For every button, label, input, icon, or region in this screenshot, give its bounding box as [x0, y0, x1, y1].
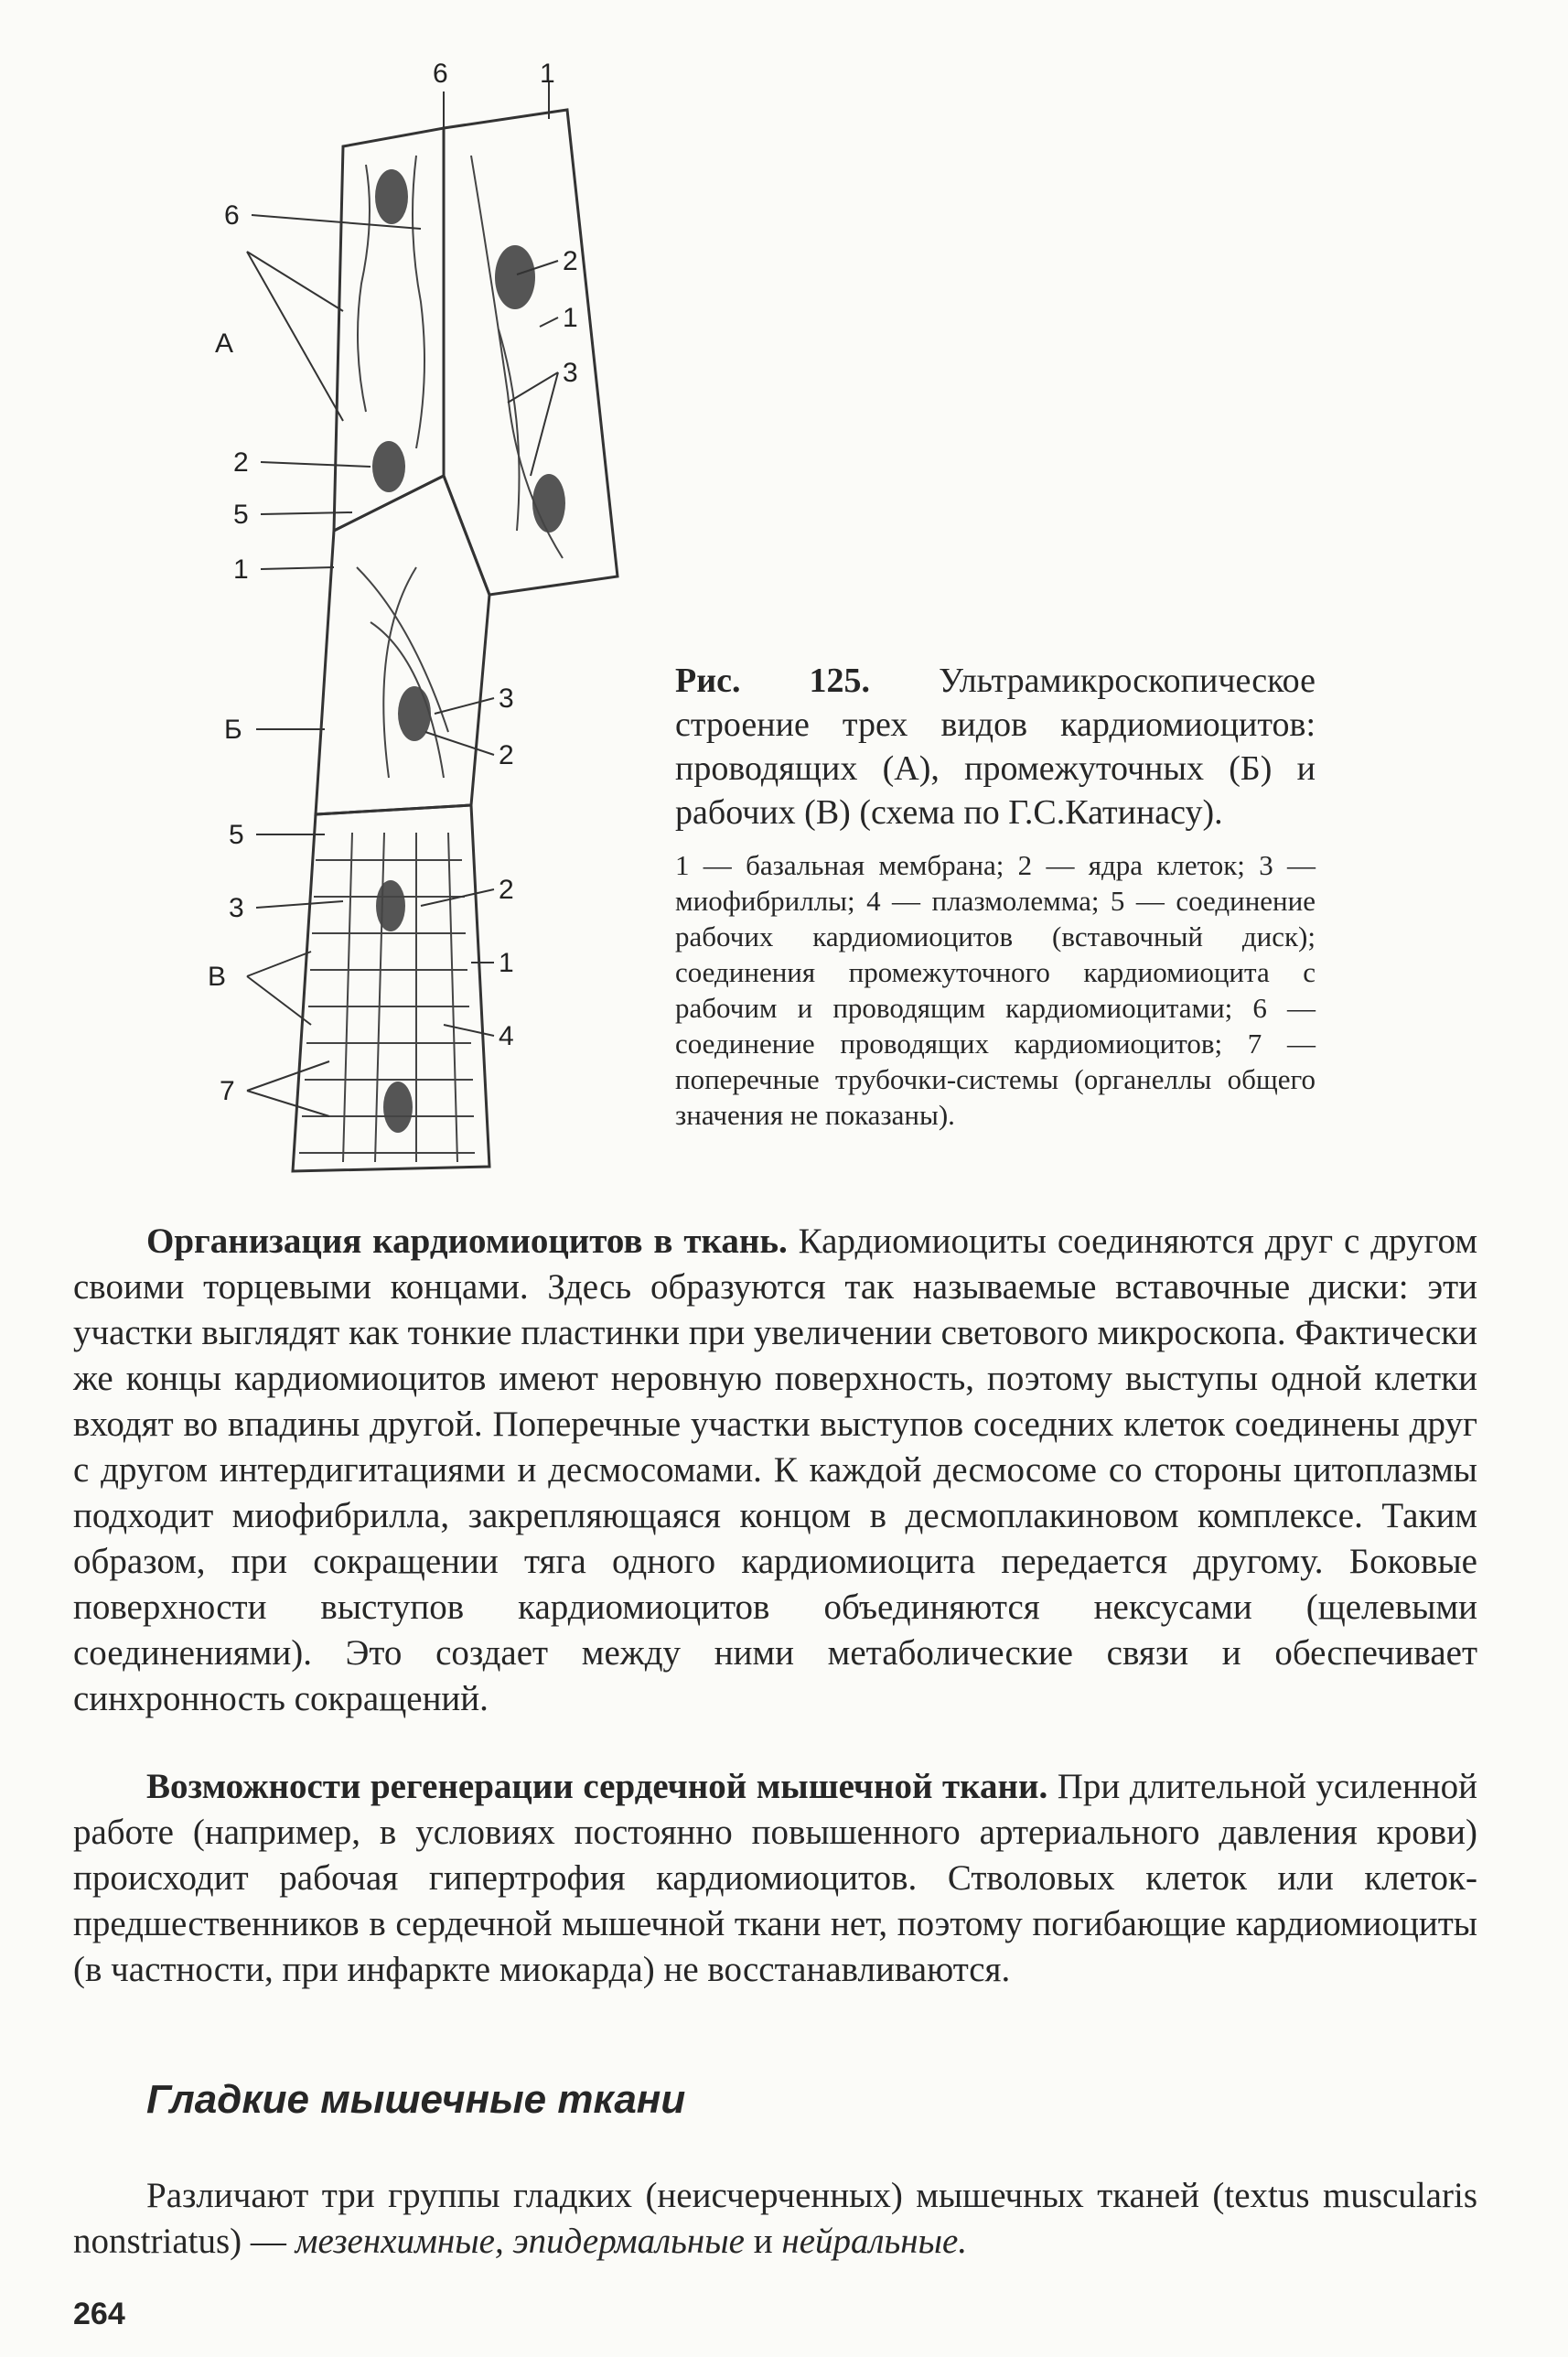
nucleus — [532, 474, 565, 533]
label: 3 — [229, 893, 244, 923]
label: 2 — [233, 447, 249, 478]
label: 5 — [229, 820, 244, 850]
figure-caption — [675, 659, 1316, 1133]
label: 3 — [563, 358, 578, 388]
nucleus — [372, 441, 405, 492]
myofibril — [358, 165, 370, 412]
label: Б — [224, 715, 242, 745]
label: 6 — [224, 200, 240, 231]
intermediate-cell — [316, 476, 489, 814]
italic-term: нейральные. — [781, 2222, 968, 2261]
label: 5 — [233, 500, 249, 530]
caption-title — [675, 659, 1316, 834]
page-number: 264 — [73, 2297, 125, 2331]
cardiomyocyte-diagram — [197, 55, 672, 1185]
label: 2 — [499, 875, 514, 905]
paragraph-text: и — [744, 2222, 782, 2261]
label: 1 — [499, 948, 514, 978]
nucleus — [375, 169, 408, 224]
conducting-cell-right — [444, 110, 618, 595]
nuclei — [372, 169, 565, 1133]
italic-term: мезенхимные, эпидермальные — [295, 2222, 745, 2261]
label: 1 — [233, 554, 249, 585]
myofibril — [499, 329, 520, 531]
nucleus — [383, 1082, 413, 1133]
label: 3 — [499, 683, 514, 714]
label: В — [208, 962, 227, 992]
nucleus — [376, 880, 405, 931]
myofibril — [357, 567, 448, 778]
paragraph-lead: Возможности регенерации сердечной мышечной ткани. — [146, 1767, 1048, 1806]
paragraph-lead: Организация кардиомиоцитов в ткань. — [146, 1222, 788, 1261]
label: 1 — [563, 303, 578, 333]
label: 1 — [540, 59, 555, 89]
label: А — [215, 328, 234, 359]
paragraph-organization — [73, 1219, 1477, 1722]
paragraph-text: Различают три группы гладких (неисчерченных) мышечных тканей (textus muscularis nonstriatus) — — [73, 2176, 1477, 2261]
caption-text: Ультрамикроскопическое строение трех видов кардиомиоцитов: проводящих (А), промежуточных (Б) и рабочих (В) (схема по Г.С.Катинасу). — [675, 662, 1316, 832]
paragraph-text: Кардиомиоциты соединяются друг с другом своими торцевыми концами. Здесь образуются так называемые вставочные диски: эти участки выглядят как тонкие пластинки при увеличении светового микроскопа. Фактически же концы кардиомиоцитов имеют неровную поверхность, поэтому выступы одной клетки входят во впадины другой. Поперечные участки выступов соседних клеток соединены друг с другом интердигитациями и десмосомами. К каждой десмосоме со стороны цитоплазмы подходит миофибрилла, закрепляющаяся концом в десмоплакиновом комплексе. Таким образом, при сокращении тяга одного кардиомиоцита передается другому. Боковые поверхности выступов кардиомиоцитов объединяются нексусами (щелевыми соединениями). Это создает между ними метаболические связи и обеспечивает синхронность сокращений. — [73, 1222, 1477, 1718]
cardiomyocyte-figure — [197, 55, 672, 1185]
caption-label: Рис. 125. — [675, 662, 871, 700]
label: 2 — [499, 740, 514, 770]
label: 4 — [499, 1021, 514, 1051]
paragraph-smooth-muscle — [73, 2173, 1477, 2265]
section-heading: Гладкие мышечные ткани — [146, 2077, 686, 2122]
paragraph-text: При длительной усиленной работе (например, в условиях постоянно повышенного артериального давления крови) происходит рабочая гипертрофия кардиомиоцитов. Стволовых клеток или клеток-предшественников в сердечной мышечной ткани нет, поэтому погибающие кардиомиоциты (в частности, при инфаркте миокарда) не восстанавливаются. — [73, 1767, 1477, 1989]
caption-legend: 1 — базальная мембрана; 2 — ядра клеток; 3 — миофибриллы; 4 — плазмолемма; 5 — соединение рабочих кардиомиоцитов (вставочный диск); соединения промежуточного кардиомиоцита с рабочим и проводящим кардиомиоцитами; 6 — соединение проводящих кардиомиоцитов; 7 — поперечные трубочки-системы (органеллы общего значения не показаны). — [675, 849, 1316, 1131]
myofibril — [413, 156, 424, 448]
label: 2 — [563, 246, 578, 276]
nucleus — [495, 245, 535, 309]
paragraph-regeneration — [73, 1764, 1477, 1993]
label: 7 — [220, 1076, 235, 1106]
label: 6 — [433, 59, 448, 89]
